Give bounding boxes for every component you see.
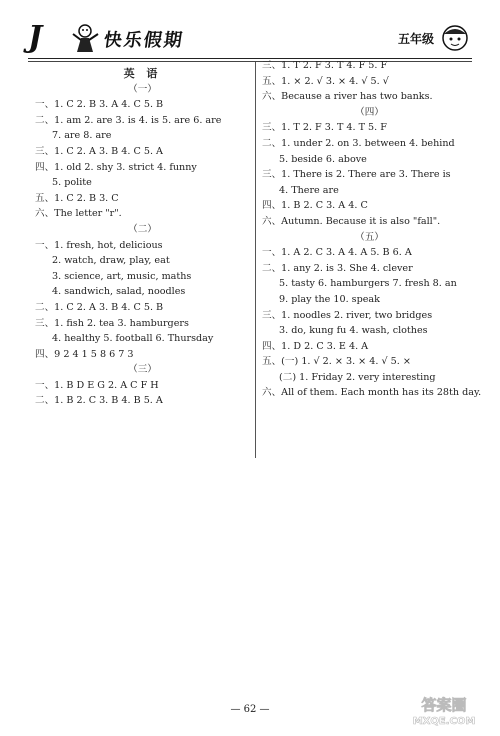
page-header [28,18,472,58]
book-title: 快乐假期 [102,30,186,51]
answer-line: 2. watch, draw, play, eat [52,255,170,267]
right-column [262,58,482,401]
answer-line: 三、1. C 2. A 3. B 4. C 5. A [35,145,163,157]
section-subheading: （五） [355,231,384,243]
answer-line: 三、1. T 2. F 3. T 4. T 5. F [262,122,387,134]
column-divider [255,62,256,458]
answer-line: 5. tasty 6. hamburgers 7. fresh 8. an [279,278,457,290]
mascot-icon [440,24,470,52]
answer-line: 二、1. am 2. are 3. is 4. is 5. are 6. are [35,114,222,126]
logo-letter: J [28,20,43,55]
answer-line: (二) 1. Friday 2. very interesting [279,371,436,383]
answer-line: 5. polite [52,177,92,189]
answer-line: 六、Because a river has two banks. [262,91,433,103]
answer-line: 3. science, art, music, maths [52,270,192,282]
answer-line: 四、9 2 4 1 5 8 6 7 3 [35,348,134,360]
section-subheading: （二） [128,223,157,235]
answer-line: 9. play the 10. speak [279,293,380,305]
answer-line: 三、1. T 2. F 3. T 4. F 5. F [262,60,388,71]
answer-line: 六、All of them. Each month has its 28th day. [262,387,482,399]
svg-text:MXQE.COM: MXQE.COM [412,716,476,727]
page-number: — 62 — [230,704,270,715]
answer-line: 7. are 8. are [52,130,112,142]
answer-line: 二、1. C 2. A 3. B 4. C 5. B [35,301,164,313]
answer-line: 二、1. under 2. on 3. between 4. behind [262,137,455,149]
answer-line: 六、The letter "r". [35,208,122,220]
answer-line: 四、1. old 2. shy 3. strict 4. funny [35,161,197,173]
section-subheading: （四） [355,106,384,118]
answer-line: 二、1. B 2. C 3. B 4. B 5. A [35,395,163,407]
answer-line: 四、1. D 2. C 3. E 4. A [262,340,369,352]
answer-line: 一、1. A 2. C 3. A 4. A 5. B 6. A [262,247,412,259]
answer-line: 五、1. C 2. B 3. C [35,192,119,204]
answer-line: 3. do, kung fu 4. wash, clothes [279,325,428,337]
section-subheading: （一） [128,83,157,95]
answer-line: 一、1. B D E G 2. A C F H [35,379,159,391]
answer-line: 4. sandwich, salad, noodles [52,286,186,298]
answer-line: 四、1. B 2. C 3. A 4. C [262,200,368,212]
section-title: 英 语 [123,67,162,80]
answer-line: 六、Autumn. Because it is also "fall". [262,215,441,227]
answer-line: 4. healthy 5. football 6. Thursday [52,333,214,345]
grade-label: 五年级 [397,32,434,46]
answer-line: 三、1. noodles 2. river, two bridges [262,309,433,321]
watermark-logo [396,694,492,728]
cartoon-figure-icon [68,22,102,54]
answer-line: 5. beside 6. above [279,153,367,165]
answer-line: 五、1. × 2. √ 3. × 4. √ 5. √ [262,75,389,87]
answer-line: 三、1. There is 2. There are 3. There is [262,169,451,181]
answer-line: 三、1. fish 2. tea 3. hamburgers [35,317,189,329]
answer-line: 二、1. any 2. is 3. She 4. clever [262,262,413,274]
answer-line: 一、1. fresh, hot, delicious [35,239,163,251]
left-column [35,66,250,409]
svg-text:答案圈: 答案圈 [421,696,467,714]
answer-line: 4. There are [279,184,339,196]
section-subheading: （三） [128,364,157,376]
answer-line: 五、(一) 1. √ 2. × 3. × 4. √ 5. × [262,356,411,368]
answer-line: 一、1. C 2. B 3. A 4. C 5. B [35,99,164,111]
